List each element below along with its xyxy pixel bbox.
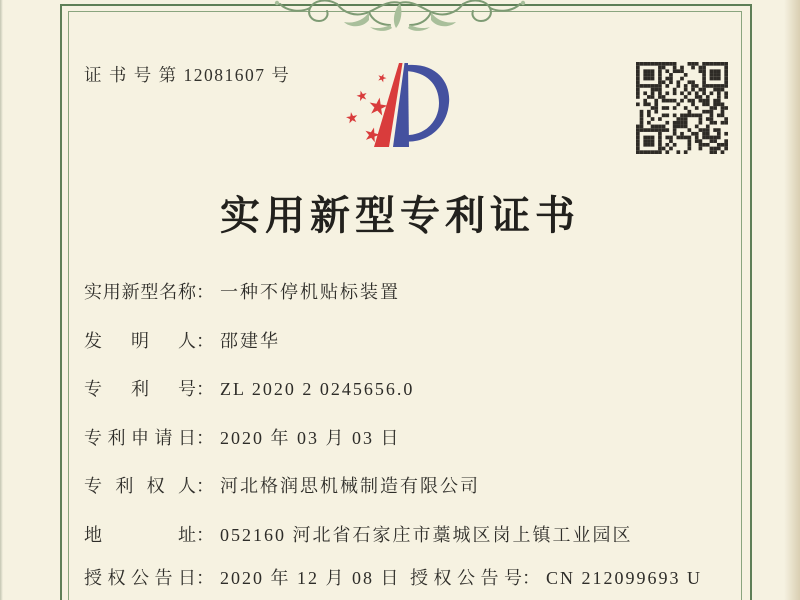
fields-list — [84, 283, 633, 544]
field-row — [84, 332, 633, 350]
field-row — [84, 429, 633, 447]
field-row — [84, 283, 633, 301]
footer-colon: ： — [196, 568, 214, 588]
field-value: 052160 河北省石家庄市藁城区岗上镇工业园区 — [220, 524, 633, 545]
field-label: 发明人 — [84, 330, 196, 351]
certificate-number: 证 书 号 第 12081607 号 — [84, 65, 291, 85]
field-label: 专利号 — [84, 379, 196, 399]
footer-colon: ： — [522, 568, 540, 588]
field-label: 实用新型名称 — [84, 282, 196, 302]
footer-label: 授权公告日 — [84, 568, 196, 588]
field-label: 专利申请日 — [84, 427, 196, 448]
certificate-title: 实用新型专利证书 — [220, 193, 580, 238]
footer-label: 授权公告号 — [410, 568, 522, 588]
field-value: 河北格润思机械制造有限公司 — [220, 476, 480, 496]
footer-item — [410, 569, 702, 587]
cnipa-patent-logo-icon — [338, 50, 460, 158]
field-row — [84, 380, 633, 398]
field-colon: ： — [196, 524, 214, 545]
field-value: 一种不停机贴标装置 — [220, 282, 400, 302]
field-row — [84, 477, 633, 495]
field-value: 邵建华 — [220, 330, 280, 351]
page-right-edge-shade — [784, 0, 800, 600]
field-colon: ： — [196, 379, 214, 399]
field-colon: ： — [196, 282, 214, 302]
footer-value: 2020 年 12 月 08 日 — [220, 568, 401, 588]
field-colon: ： — [196, 330, 214, 351]
green-flourish-ornament-icon — [260, 0, 540, 34]
field-value: ZL 2020 2 0245656.0 — [220, 379, 415, 399]
footer-value: CN 212099693 U — [546, 568, 703, 588]
field-label: 地址 — [84, 524, 196, 545]
field-row — [84, 526, 633, 544]
field-label: 专利权人 — [84, 476, 196, 496]
page-left-edge-shade — [0, 0, 3, 600]
footer-item — [84, 569, 401, 587]
field-colon: ： — [196, 476, 214, 496]
field-colon: ： — [196, 427, 214, 448]
qr-code-icon — [636, 62, 728, 154]
field-value: 2020 年 03 月 03 日 — [220, 427, 401, 448]
